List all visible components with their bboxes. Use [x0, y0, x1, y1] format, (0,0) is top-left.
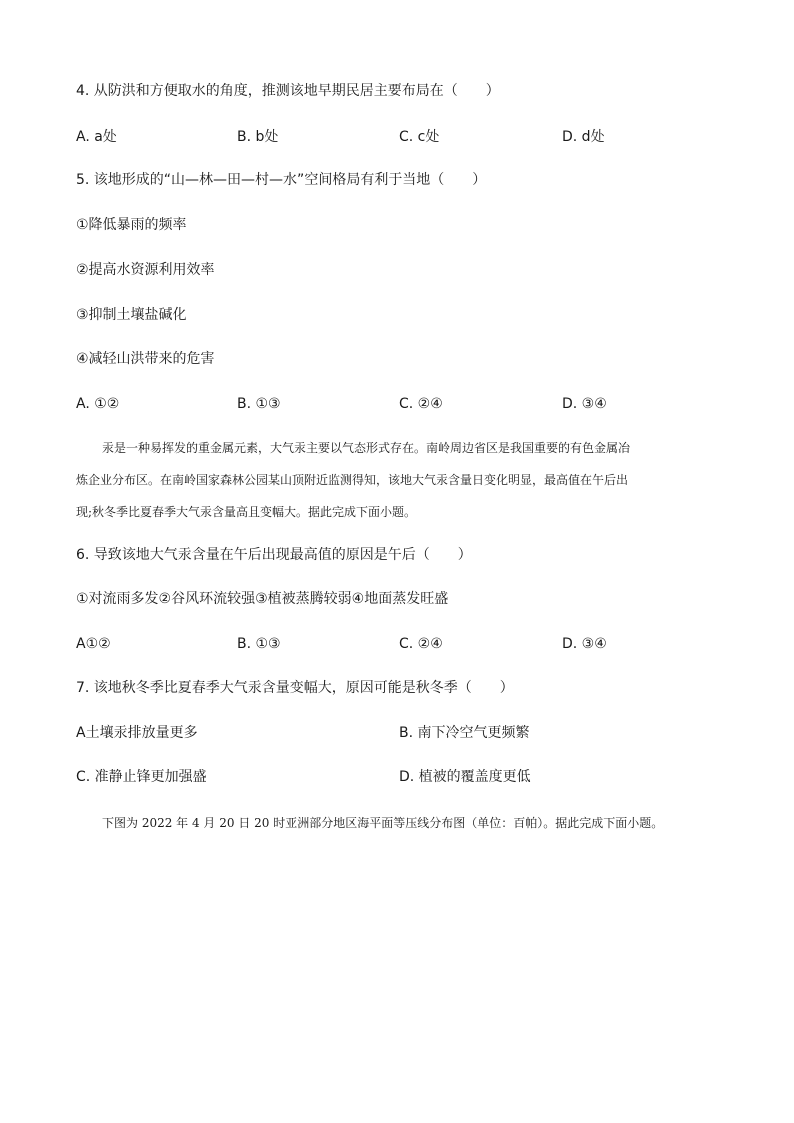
q5-option-c: C. ②④ — [399, 396, 443, 412]
q6-option-c: C. ②④ — [399, 636, 443, 652]
q5-option-b: B. ①③ — [237, 396, 281, 412]
q7-option-a: A土壤汞排放量更多 — [76, 725, 198, 741]
q6-option-a: A①② — [76, 636, 111, 652]
q5-option-d: D. ③④ — [562, 396, 607, 412]
q7-stem: 7. 该地秋冬季比夏春季大气汞含量变幅大，原因可能是秋冬季（ ） — [76, 680, 514, 696]
passage-mercury-line-3: 现;秋冬季比夏春季大气汞含量高且变幅大。据此完成下面小题。 — [76, 505, 417, 519]
q5-stem: 5. 该地形成的“山—林—田—村—水”空间格局有利于当地（ ） — [76, 172, 487, 188]
passage-mercury-line-2: 炼企业分布区。在南岭国家森林公园某山顶附近监测得知，该地大气汞含量日变化明显，最高值在午后出 — [76, 473, 629, 487]
q5-item-3: ③抑制土壤盐碱化 — [76, 307, 187, 323]
q4-option-d: D. d处 — [562, 129, 605, 145]
q5-item-4: ④减轻山洪带来的危害 — [76, 351, 215, 367]
q7-option-b: B. 南下冷空气更频繁 — [399, 725, 530, 741]
q6-stem: 6. 导致该地大气汞含量在午后出现最高值的原因是午后（ ） — [76, 547, 472, 563]
q4-option-a: A. a处 — [76, 129, 117, 145]
q4-stem: 4. 从防洪和方便取水的角度，推测该地早期民居主要布局在（ ） — [76, 83, 500, 99]
q4-option-c: C. c处 — [399, 129, 440, 145]
passage-mercury-line-1: 汞是一种易挥发的重金属元素，大气汞主要以气态形式存在。南岭周边省区是我国重要的有色金属冶 — [102, 441, 631, 455]
q7-option-d: D. 植被的覆盖度更低 — [399, 769, 531, 785]
q4-option-b: B. b处 — [237, 129, 279, 145]
q5-item-2: ②提高水资源利用效率 — [76, 262, 215, 278]
passage-pressure-map: 下图为 2022 年 4 月 20 日 20 时亚洲部分地区海平面等压线分布图（单位：百帕）。据此完成下面小题。 — [102, 816, 664, 830]
q6-option-d: D. ③④ — [562, 636, 607, 652]
q6-option-b: B. ①③ — [237, 636, 281, 652]
q6-items: ①对流雨多发②谷风环流较强③植被蒸腾较弱④地面蒸发旺盛 — [76, 591, 449, 607]
q5-item-1: ①降低暴雨的频率 — [76, 217, 187, 233]
q7-option-c: C. 准静止锋更加强盛 — [76, 769, 207, 785]
q5-option-a: A. ①② — [76, 396, 120, 412]
